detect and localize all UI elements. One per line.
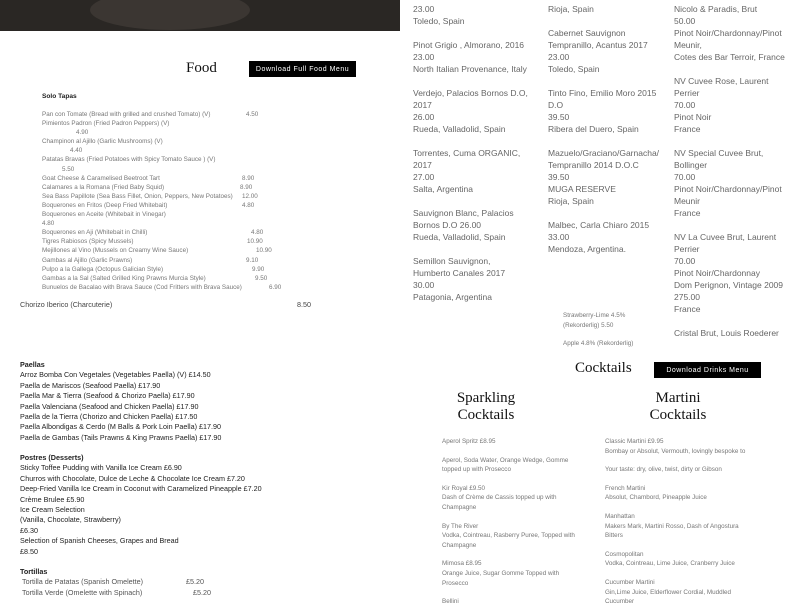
tapas-row <box>42 283 342 292</box>
martini-cocktail-item: French Martini Absolut, Chambord, Pineapple Juice <box>605 484 707 502</box>
tapas-price: 4.90 <box>76 129 89 137</box>
wine-entry: Mazuelo/Graciano/Garnacha/ Tempranillo 2014 D.O.C 39.50 MUGA RESERVE Rioja, Spain <box>548 148 660 206</box>
tapas-name: Gambas al Ajillo (Garlic Prawns) <box>42 256 133 264</box>
sparkling-cocktail-item: Aperol, Soda Water, Orange Wedge, Gomme topped up with Prosecco <box>442 456 569 474</box>
wine-entry: Cristal Brut, Louis Roederer <box>674 328 779 338</box>
tapas-price: 8.90 <box>240 183 253 191</box>
tortilla-name: Tortilla de Patatas (Spanish Omelette) <box>20 577 144 587</box>
tortillas-heading: Tortillas <box>20 567 48 576</box>
sparkling-title-line: Sparkling <box>456 390 516 406</box>
martini-cocktail-item: Cucumber Martini Gin,Lime Juice, Elderflower Cordial, Muddled Cucumber <box>605 578 731 606</box>
tortilla-name: Tortilla Verde (Omelette with Spinach) <box>20 587 143 597</box>
martini-title-line: Martini <box>655 390 701 406</box>
tapas-row <box>42 210 342 219</box>
tapas-row <box>42 192 342 201</box>
tapas-row <box>42 183 342 192</box>
tapas-name: Boquerones en Aceite (Whitebait in Vinegar) <box>42 211 166 219</box>
wine-column-reds <box>548 3 668 267</box>
wine-entry: Pinot Grigio , Almorano, 2016 23.00 North Italian Provenance, Italy <box>413 40 527 74</box>
tapas-name: Pulpo a la Gallega (Octopus Galician Style) <box>42 265 164 273</box>
tapas-price: 4.80 <box>242 201 255 209</box>
martini-cocktail-item: Cosmopolitan Vodka, Cointreau, Lime Juice, Cranberry Juice <box>605 550 735 568</box>
wine-entry: Sauvignon Blanc, Palacios Bornos D.O 26.00 Rueda, Valladolid, Spain <box>413 208 514 242</box>
paellas-section <box>20 360 221 443</box>
sparkling-cocktail-item: Mimosa £8.95 Orange Juice, Sugar Gomme Topped with Prosecco <box>442 560 560 587</box>
martini-cocktail-item: Your taste: dry, olive, twist, dirty or Gibson <box>605 466 722 474</box>
tapas-price: 10.90 <box>247 238 263 246</box>
dessert-item: Sticky Toffee Pudding with Vanilla Ice Cream £6.90 <box>20 463 182 473</box>
tapas-price: 4.40 <box>70 147 83 155</box>
tapas-row <box>42 274 342 283</box>
tapas-row <box>42 228 342 237</box>
tapas-row <box>42 219 342 228</box>
postres-heading: Postres (Desserts) <box>20 453 84 462</box>
tapas-row <box>42 256 342 265</box>
wine-entry: Torrentes, Cuma ORGANIC, 2017 27.00 Salta, Argentina <box>413 148 521 194</box>
tapas-price: 4.50 <box>246 111 259 118</box>
martini-cocktail-item: Manhattan Makers Mark, Martini Rosso, Dash of Angostura Bitters <box>605 512 739 540</box>
tapas-row <box>42 246 342 255</box>
tapas-name: Patatas Bravas (Fried Potatoes with Spicy Tomato Sauce ) (V) <box>42 156 216 164</box>
wine-entry: NV La Cuvee Brut, Laurent Perrier 70.00 Pinot Noir/Chardonnay Dom Perignon, Vintage 2009 275.00 France <box>674 232 784 314</box>
tapas-name: Champinon al Ajillo (Garlic Mushrooms) (V) <box>42 138 163 146</box>
wine-column-whites <box>413 3 533 315</box>
cider-item: Strawberry-Lime 4.5% <box>563 312 626 319</box>
tapas-row <box>42 110 342 119</box>
paella-item: Paella Mar & Tierra (Seafood & Chorizo Paella) £17.90 <box>20 391 195 401</box>
tapas-price: 6.90 <box>269 283 282 291</box>
tortilla-item <box>20 587 211 598</box>
tapas-name: Gambas a la Sal (Salted Grilled King Prawns Murcia Style) <box>42 274 206 282</box>
tapas-row <box>42 237 342 246</box>
wine-entry: Rioja, Spain <box>548 4 594 14</box>
tapas-name: 4.80 <box>42 220 55 228</box>
tapas-row <box>42 265 342 274</box>
tapas-name: Goat Cheese & Caramelised Beetroot Tart <box>42 174 160 182</box>
download-food-menu-button[interactable]: Download Full Food Menu <box>249 61 356 77</box>
tapas-name: Boquerones en Aji (Whitebait in Chilli) <box>42 229 148 237</box>
food-title: Food <box>186 60 217 76</box>
dessert-item: (Vanilla, Chocolate, Strawberry) <box>20 515 121 525</box>
dessert-item: Churros with Chocolate, Dulce de Leche & Chocolate Ice Cream £7.20 <box>20 473 245 483</box>
tapas-price: 10.90 <box>256 247 272 255</box>
tapas-row <box>42 146 342 155</box>
cider-item: Apple 4.8% (Rekorderlig) <box>563 340 634 347</box>
sparkling-cocktail-item: Aperol Spritz £8.95 <box>442 438 496 445</box>
tapas-name: Tigres Rabiosos (Spicy Mussels) <box>42 238 134 246</box>
tapas-price: 12.00 <box>242 192 258 200</box>
tapas-name: Calamares a la Romana (Fried Baby Squid) <box>42 183 165 191</box>
chorizo-price: 8.50 <box>297 300 311 309</box>
wine-entry: NV Special Cuvee Brut, Bollinger 70.00 Pinot Noir/Chardonnay/Pinot Meunir France <box>674 148 782 218</box>
paella-item: Paella Valenciana (Seafood and Chicken Paella) £17.90 <box>20 401 199 411</box>
wine-entry: Semillon Sauvignon, Humberto Canales 2017 30.00 Patagonia, Argentina <box>413 256 506 302</box>
wine-entry: Cabernet Sauvignon Tempranillo, Acantus 2017 23.00 Toledo, Spain <box>548 28 648 74</box>
dessert-item: Deep-Fried Vanilla Ice Cream in Coconut with Caramelized Pineapple £7.20 <box>20 484 262 494</box>
chorizo-item: Chorizo Iberico (Charcuterie) <box>20 300 113 309</box>
sparkling-cocktail-item: By The River Vodka, Cointreau, Rasberry Puree, Topped with Champagne <box>442 522 575 549</box>
paella-item: Paella Albondigas & Cerdo (M Balls & Pork Loin Paella) £17.90 <box>20 422 221 432</box>
tapas-row <box>42 128 342 137</box>
cocktails-title: Cocktails <box>575 360 632 376</box>
martini-cocktails-title <box>628 390 728 424</box>
paellas-heading: Paellas <box>20 360 45 369</box>
sparkling-title-line: Cocktails <box>457 407 515 423</box>
martini-cocktail-list <box>605 437 755 606</box>
martini-title-line: Cocktails <box>649 407 707 423</box>
dessert-item: Selection of Spanish Cheeses, Grapes and Bread <box>20 536 179 546</box>
tortilla-item <box>20 577 204 587</box>
hero-image <box>0 0 400 31</box>
dessert-item: Crème Brulee £5.90 <box>20 494 85 504</box>
wine-column-champagne <box>674 3 794 338</box>
martini-cocktail-item: Classic Martini £9.95 Bombay or Absolut, Vermouth, lovingly bespoke to <box>605 438 746 455</box>
sparkling-cocktails-title <box>436 390 536 424</box>
tortilla-price: £5.20 <box>186 577 204 587</box>
dessert-item: £8.50 <box>20 546 38 556</box>
cider-list <box>563 311 633 349</box>
tapas-list <box>42 110 342 292</box>
tortilla-price: £5.20 <box>193 587 211 597</box>
postres-section <box>20 453 262 557</box>
cider-item: (Rekorderlig) 5.50 <box>563 321 614 329</box>
sparkling-cocktail-list <box>442 437 587 606</box>
tapas-price: 9.50 <box>255 274 268 282</box>
tapas-name: Pimientos Padron (Fried Padron Peppers) (V) <box>42 120 170 128</box>
tapas-price: 9.10 <box>246 256 259 264</box>
tapas-row <box>42 119 342 128</box>
tapas-name: Pan con Tomate (Bread with grilled and crushed Tomato) (V) <box>42 111 211 118</box>
paella-item: Paella de Mariscos (Seafood Paella) £17.90 <box>20 380 161 390</box>
paella-item: Paella de Gambas (Tails Prawns & King Prawns Paella) £17.90 <box>20 432 222 442</box>
tapas-price: 4.80 <box>251 229 264 237</box>
sparkling-cocktail-item: Bellini <box>442 598 459 606</box>
tapas-price: 5.50 <box>62 165 75 173</box>
tortillas-section <box>20 567 211 598</box>
tapas-name: Sea Bass Papillote (Sea Bass Fillet, Onion, Peppers, New Potatoes) <box>42 192 233 200</box>
wine-entry: 23.00 Toledo, Spain <box>413 4 465 26</box>
tapas-name: Boquerones en Fritos (Deep Fried Whitebait) <box>42 201 168 209</box>
wine-entry: Tinto Fino, Emilio Moro 2015 D.O 39.50 Ribera del Duero, Spain <box>548 88 657 134</box>
dessert-item: Ice Cream Selection <box>20 505 85 515</box>
tapas-heading: Solo Tapas <box>42 93 77 100</box>
tapas-row <box>42 174 342 183</box>
paella-item: Arroz Bomba Con Vegetales (Vegetables Paella) (V) £14.50 <box>20 370 211 380</box>
wine-entry: Nicolo & Paradis, Brut 50.00 Pinot Noir/Chardonnay/Pinot Meunir, Cotes des Bar Terroir, France <box>674 4 785 62</box>
tapas-row <box>42 201 342 210</box>
dessert-item: £6.30 <box>20 525 38 535</box>
tapas-price: 8.90 <box>242 174 255 182</box>
tapas-row <box>42 165 342 174</box>
wine-entry: Verdejo, Palacios Bornos D.O, 2017 26.00 Rueda, Valladolid, Spain <box>413 88 528 134</box>
tapas-price: 9.90 <box>252 265 265 273</box>
sparkling-cocktail-item: Kir Royal £9.50 Dash of Crème de Cassis topped up with Champagne <box>442 484 557 511</box>
paella-item: Paella de la Tierra (Chorizo and Chicken Paella) £17.50 <box>20 412 198 422</box>
tapas-row <box>42 137 342 146</box>
wine-entry: NV Cuvee Rose, Laurent Perrier 70.00 Pinot Noir France <box>674 76 769 134</box>
tapas-name: Mejillones al Vino (Mussels on Creamy Wine Sauce) <box>42 247 189 255</box>
wine-entry: Malbec, Carla Chiaro 2015 33.00 Mendoza, Argentina. <box>548 220 650 254</box>
tapas-name: Bunuelos de Bacalao with Brava Sauce (Cod Fritters with Brava Sauce) <box>42 283 242 291</box>
tapas-row <box>42 155 342 164</box>
download-drinks-menu-button[interactable]: Download Drinks Menu <box>654 362 761 378</box>
